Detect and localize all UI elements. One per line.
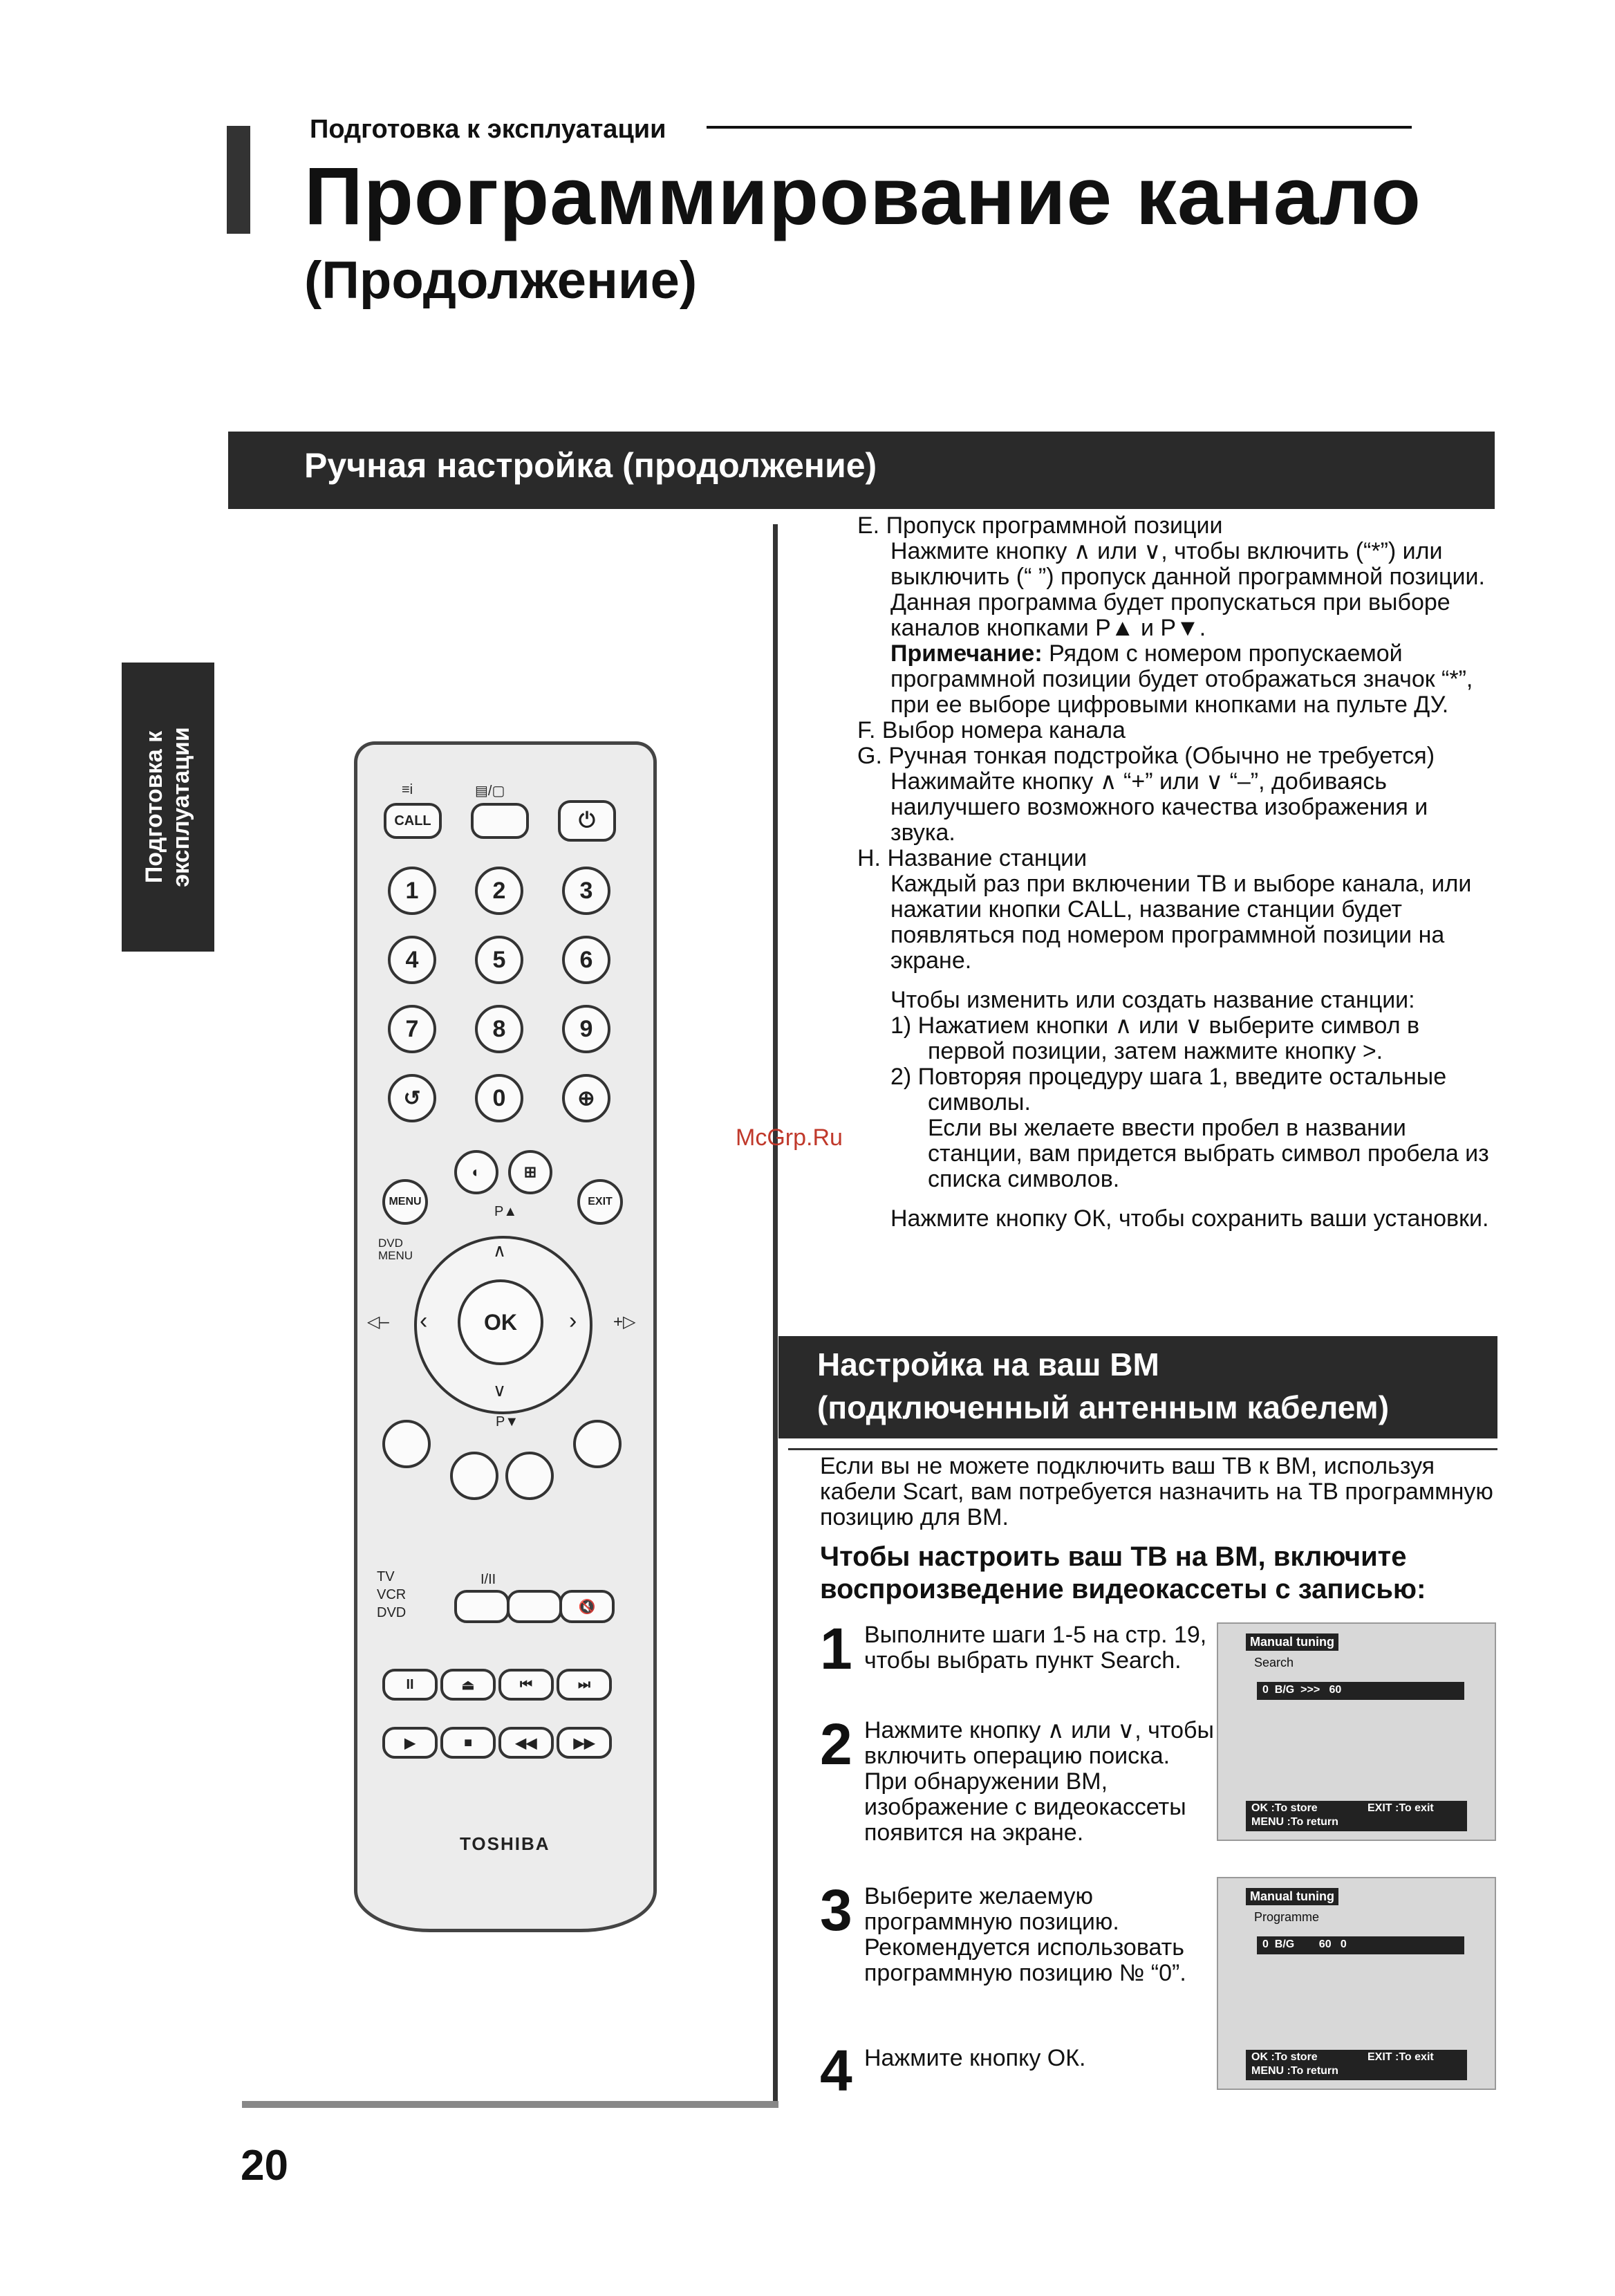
osd2-bar-text: 0 B/G 60 0 (1262, 1938, 1347, 1950)
osd1-menu-hint: MENU :To return (1251, 1816, 1338, 1828)
remote-control (354, 741, 657, 1932)
item-e-paragraph-1: Нажмите кнопку ∧ или ∨, чтобы включить (“*”) или выключить (“ ”) пропуск данной программной позиции. (890, 538, 1485, 590)
picture-mode-icon: ▤/▢ (475, 784, 505, 799)
digit-6-button[interactable]: 6 (562, 936, 610, 984)
item-e-note (857, 641, 1493, 718)
volume-up-icon: +▷ (613, 1313, 636, 1331)
osd2-ok-hint: OK :To store (1251, 2051, 1318, 2063)
osd1-bar-text: 0 B/G >>> 60 (1262, 1684, 1342, 1696)
input-button[interactable] (562, 1074, 610, 1122)
item-h-step-1: 1) Нажатием кнопки ∧ или ∨ выберите символ в первой позиции, затем нажмите кнопку >. (890, 1012, 1420, 1064)
volume-down-icon: ◁– (367, 1313, 389, 1331)
audio-button[interactable] (454, 1590, 510, 1623)
item-h-step-2: 2) Повторяя процедуру шага 1, введите остальные символы. (890, 1064, 1447, 1115)
digit-2-button[interactable]: 2 (475, 867, 523, 915)
eject-button[interactable] (440, 1669, 496, 1701)
color-button-green[interactable] (450, 1452, 498, 1500)
digit-4-button[interactable]: 4 (388, 936, 436, 984)
step-2-text (864, 1718, 1224, 1846)
left-arrow-button[interactable]: ‹ (420, 1308, 428, 1334)
color-button-blue[interactable] (573, 1420, 622, 1468)
item-e-heading: E. Пропуск программной позиции (857, 512, 1223, 539)
rewind-icon: ◀◀ (515, 1735, 537, 1751)
item-f-heading: F. Выбор номера канала (857, 717, 1126, 743)
step-2-text-b: При обнаружении ВМ, изображение с видеокассеты появится на экране. (864, 1768, 1186, 1846)
watermark: McGrp.Ru (736, 1124, 843, 1151)
menu-button[interactable]: MENU (382, 1179, 428, 1225)
audio-label: I/II (480, 1572, 496, 1587)
step-2-text-a: Нажмите кнопку ∧ или ∨, чтобы включить операцию поиска. (864, 1717, 1214, 1769)
osd1-ok-hint: OK :To store (1251, 1802, 1318, 1814)
color-button-yellow[interactable] (505, 1452, 554, 1500)
osd-screen-search (1217, 1622, 1496, 1841)
down-arrow-button[interactable]: ∨ (493, 1380, 507, 1400)
p-up-label: P▲ (494, 1204, 518, 1219)
item-h-paragraph-3: Нажмите кнопку ОК, чтобы сохранить ваши установки. (890, 1205, 1489, 1232)
osd2-label: Programme (1254, 1910, 1320, 1924)
mute-button[interactable] (559, 1590, 615, 1623)
mode-dvd-label: DVD (377, 1605, 407, 1620)
digit-9-button[interactable]: 9 (562, 1005, 610, 1053)
step-3-text: Выберите желаемую программную позицию. Рекомендуется использовать программную позицию № “0”. (864, 1883, 1186, 1986)
osd1-title: Manual tuning (1246, 1633, 1338, 1651)
eject-icon: ⏏ (461, 1677, 475, 1693)
pause-icon: II (406, 1676, 414, 1692)
skip-forward-icon: ⏭ (578, 1676, 590, 1692)
osd1-label: Search (1254, 1656, 1294, 1669)
dvd-menu-label: DVD MENU (378, 1237, 413, 1262)
digit-0-button[interactable]: 0 (475, 1074, 523, 1122)
skip-forward-button[interactable] (557, 1669, 612, 1701)
osd1-footer (1246, 1801, 1467, 1831)
rewind-button[interactable] (498, 1727, 554, 1759)
still-icon: ⊞ (523, 1163, 537, 1181)
header-rule (707, 126, 1412, 129)
fast-forward-icon: ▶▶ (573, 1735, 595, 1751)
item-h-step-2-note: Если вы желаете ввести пробел в названии станции, вам придется выбрать символ пробела из списка символов. (928, 1115, 1489, 1192)
right-arrow-button[interactable]: › (569, 1308, 577, 1334)
osd2-menu-hint: MENU :To return (1251, 2065, 1338, 2077)
item-g-heading: G. Ручная тонкая подстройка (Обычно не требуется) (857, 743, 1435, 769)
vcr-intro-text: Если вы не можете подключить ваш ТВ к ВМ, используя кабели Scart, вам потребуется назначить на ТВ программную позицию для ВМ. (820, 1453, 1493, 1530)
item-h-paragraph-1: Каждый раз при включении ТВ и выборе канала, или нажатии кнопки CALL, название станции будет появляться под номером программной позиции на экране. (890, 871, 1472, 974)
item-e-paragraph-2: Данная программа будет пропускаться при выборе каналов кнопками P▲ и P▼. (890, 589, 1450, 641)
brand-logo: TOSHIBA (460, 1833, 550, 1854)
page-number: 20 (241, 2142, 288, 2189)
item-g-paragraph: Нажимайте кнопку ∧ “+” или ∨ “–”, добиваясь наилучшего возможного качества изображения и звука. (890, 768, 1428, 846)
return-icon: ↺ (403, 1086, 421, 1110)
digit-1-button[interactable]: 1 (388, 867, 436, 915)
play-button[interactable] (382, 1727, 438, 1759)
pause-button[interactable] (382, 1669, 438, 1701)
vcr-intro (820, 1454, 1504, 1530)
page-title: Программирование канало (304, 151, 1421, 242)
osd1-bar (1257, 1682, 1464, 1700)
exit-button[interactable]: EXIT (577, 1179, 623, 1225)
column-divider (773, 524, 778, 2108)
osd2-title: Manual tuning (1246, 1888, 1338, 1905)
mode-vcr-label: VCR (377, 1587, 407, 1602)
osd-screen-programme (1217, 1877, 1496, 2090)
text-button[interactable] (471, 803, 529, 839)
section-label: Подготовка к эксплуатации (310, 115, 666, 144)
step-4-text: Нажмите кнопку ОК. (864, 2045, 1086, 2071)
item-h-paragraph-2: Чтобы изменить или создать название станции: (890, 987, 1415, 1013)
aspect-icon: ◐ (472, 1163, 481, 1181)
side-tab-label: Подготовка к эксплуатации (140, 727, 194, 887)
power-button[interactable] (558, 800, 616, 842)
up-arrow-button[interactable]: ∧ (493, 1240, 507, 1261)
teletext-icon: ≡i (402, 782, 413, 797)
manual-tuning-text (857, 513, 1493, 1232)
item-h-heading: H. Название станции (857, 845, 1087, 871)
side-tab (122, 663, 214, 952)
ok-button[interactable]: OK (458, 1279, 543, 1365)
sound-button[interactable] (507, 1590, 562, 1623)
digit-8-button[interactable]: 8 (475, 1005, 523, 1053)
step-3-number: 3 (820, 1878, 852, 1943)
return-button[interactable] (388, 1074, 436, 1122)
play-icon: ▶ (404, 1735, 416, 1751)
mute-icon: 🔇 (578, 1599, 596, 1615)
power-icon: ⏻ (579, 809, 595, 832)
digit-5-button[interactable]: 5 (475, 936, 523, 984)
osd2-footer (1246, 2050, 1467, 2080)
section-band-vcr-tuning (778, 1336, 1497, 1438)
osd1-exit-hint: EXIT :To exit (1367, 1802, 1434, 1814)
note-text: Рядом с номером пропускаемой программной позиции будет отображаться значок “*”, при ее выборе цифровыми кнопками на пульте ДУ. (890, 640, 1473, 718)
vcr-bold-heading: Чтобы настроить ваш ТВ на ВМ, включите воспроизведение видеокассеты с записью: (820, 1542, 1426, 1604)
band2-rule (788, 1448, 1497, 1450)
osd2-bar (1257, 1936, 1464, 1954)
section-band-manual-tuning (228, 432, 1495, 509)
digit-7-button[interactable]: 7 (388, 1005, 436, 1053)
page-subtitle: (Продолжение) (304, 251, 698, 310)
skip-back-icon: ⏮ (520, 1676, 532, 1692)
digit-3-button[interactable]: 3 (562, 867, 610, 915)
step-2-number: 2 (820, 1712, 852, 1777)
note-label: Примечание: (890, 640, 1043, 667)
step-1-number: 1 (820, 1616, 852, 1681)
call-button[interactable]: CALL (384, 803, 442, 839)
band2-line-2: (подключенный антенным кабелем) (817, 1389, 1390, 1425)
osd2-exit-hint: EXIT :To exit (1367, 2051, 1434, 2063)
stop-icon: ■ (463, 1734, 473, 1750)
step-1-text: Выполните шаги 1-5 на стр. 19, чтобы выбрать пункт Search. (864, 1622, 1207, 1674)
still-button[interactable] (508, 1150, 552, 1194)
footer-rule (242, 2101, 778, 2108)
band2-line-1: Настройка на ваш ВМ (817, 1346, 1159, 1382)
input-icon: ⊕ (577, 1086, 595, 1110)
p-down-label: P▼ (496, 1414, 519, 1429)
mode-tv-label: TV (377, 1569, 395, 1584)
picture-size-button[interactable] (454, 1150, 498, 1194)
header-marker-bar (227, 126, 250, 234)
color-button-red[interactable] (382, 1420, 431, 1468)
section-band-title: Ручная настройка (продолжение) (304, 446, 877, 485)
skip-back-button[interactable] (498, 1669, 554, 1701)
fast-forward-button[interactable] (557, 1727, 612, 1759)
step-4-number: 4 (820, 2038, 852, 2103)
stop-button[interactable] (440, 1727, 496, 1759)
